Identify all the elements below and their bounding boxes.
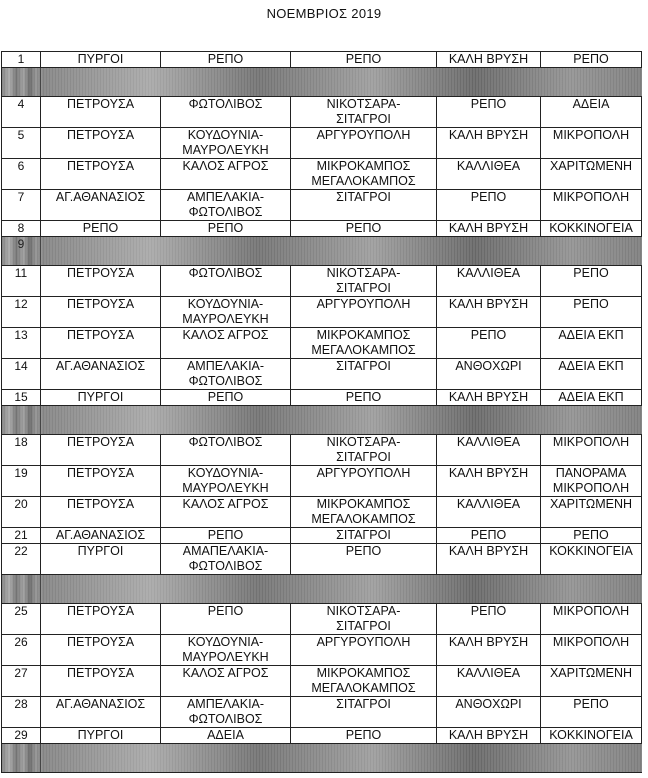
location-cell: ΣΙΤΑΓΡΟΙ — [291, 697, 437, 728]
location-cell: ΑΡΓΥΡΟΥΠΟΛΗ — [291, 635, 437, 666]
location-cell: ΧΑΡΙΤΩΜΕΝΗ — [541, 666, 642, 697]
shaded-separator-row — [2, 575, 642, 604]
location-cell: ΡΕΠΟ — [437, 97, 541, 128]
location-cell: ΚΑΛΗ ΒΡΥΣΗ — [437, 297, 541, 328]
location-cell: ΑΓ.ΑΘΑΝΑΣΙΟΣ — [41, 359, 161, 390]
location-cell: ΚΟΥΔΟΥΝΙΑ- ΜΑΥΡΟΛΕΥΚΗ — [161, 297, 291, 328]
table-row — [2, 128, 642, 159]
location-cell: ΝΙΚΟΤΣΑΡΑ- ΣΙΤΑΓΡΟΙ — [291, 97, 437, 128]
table-row — [2, 190, 642, 221]
location-cell: ΜΙΚΡΟΚΑΜΠΟΣ ΜΕΓΑΛΟΚΑΜΠΟΣ — [291, 159, 437, 190]
location-cell: ΚΑΛΛΙΘΕΑ — [437, 159, 541, 190]
location-cell: ΚΑΛΗ ΒΡΥΣΗ — [437, 128, 541, 159]
table-row — [2, 544, 642, 575]
location-cell: ΚΟΚΚΙΝΟΓΕΙΑ — [541, 221, 642, 237]
day-cell: 21 — [2, 528, 41, 544]
schedule-body — [2, 52, 642, 773]
day-cell: 9 — [2, 237, 41, 266]
location-cell: ΚΑΛΟΣ ΑΓΡΟΣ — [161, 497, 291, 528]
location-cell: ΡΕΠΟ — [541, 697, 642, 728]
table-row — [2, 328, 642, 359]
location-cell: ΠΕΤΡΟΥΣΑ — [41, 297, 161, 328]
location-cell: ΠΕΤΡΟΥΣΑ — [41, 266, 161, 297]
location-cell: ΦΩΤΟΛΙΒΟΣ — [161, 266, 291, 297]
day-cell — [2, 68, 41, 97]
shaded-separator-row — [2, 406, 642, 435]
location-cell: ΝΙΚΟΤΣΑΡΑ- ΣΙΤΑΓΡΟΙ — [291, 604, 437, 635]
location-cell: ΡΕΠΟ — [541, 297, 642, 328]
location-cell: ΦΩΤΟΛΙΒΟΣ — [161, 97, 291, 128]
location-cell: ΡΕΠΟ — [541, 528, 642, 544]
location-cell: ΠΑΝΟΡΑΜΑ ΜΙΚΡΟΠΟΛΗ — [541, 466, 642, 497]
location-cell: ΑΝΘΟΧΩΡΙ — [437, 697, 541, 728]
day-cell: 28 — [2, 697, 41, 728]
location-cell: ΚΑΛΟΣ ΑΓΡΟΣ — [161, 328, 291, 359]
table-row — [2, 435, 642, 466]
location-cell: ΑΡΓΥΡΟΥΠΟΛΗ — [291, 128, 437, 159]
shaded-separator-row — [2, 237, 642, 266]
location-cell: ΡΕΠΟ — [291, 728, 437, 744]
location-cell: ΚΑΛΗ ΒΡΥΣΗ — [437, 466, 541, 497]
location-cell: ΚΑΛΛΙΘΕΑ — [437, 666, 541, 697]
table-row — [2, 528, 642, 544]
table-row — [2, 159, 642, 190]
location-cell: ΧΑΡΙΤΩΜΕΝΗ — [541, 497, 642, 528]
day-cell: 6 — [2, 159, 41, 190]
location-cell: ΠΥΡΓΟΙ — [41, 544, 161, 575]
location-cell: ΚΑΛΛΙΘΕΑ — [437, 435, 541, 466]
location-cell: ΚΑΛΗ ΒΡΥΣΗ — [437, 221, 541, 237]
day-cell: 7 — [2, 190, 41, 221]
shaded-fill — [41, 406, 642, 435]
location-cell: ΡΕΠΟ — [541, 266, 642, 297]
location-cell: ΑΔΕΙΑ — [161, 728, 291, 744]
location-cell: ΠΕΤΡΟΥΣΑ — [41, 435, 161, 466]
location-cell: ΠΕΤΡΟΥΣΑ — [41, 497, 161, 528]
day-cell: 5 — [2, 128, 41, 159]
day-cell: 11 — [2, 266, 41, 297]
location-cell: ΚΟΥΔΟΥΝΙΑ- ΜΑΥΡΟΛΕΥΚΗ — [161, 466, 291, 497]
table-row — [2, 604, 642, 635]
day-cell — [2, 575, 41, 604]
location-cell: ΠΕΤΡΟΥΣΑ — [41, 635, 161, 666]
table-row — [2, 635, 642, 666]
location-cell: ΑΡΓΥΡΟΥΠΟΛΗ — [291, 466, 437, 497]
location-cell: ΡΕΠΟ — [437, 604, 541, 635]
location-cell: ΦΩΤΟΛΙΒΟΣ — [161, 435, 291, 466]
table-row — [2, 666, 642, 697]
location-cell: ΣΙΤΑΓΡΟΙ — [291, 359, 437, 390]
location-cell: ΠΕΤΡΟΥΣΑ — [41, 159, 161, 190]
location-cell: ΜΙΚΡΟΠΟΛΗ — [541, 435, 642, 466]
shaded-fill — [41, 237, 642, 266]
day-cell: 29 — [2, 728, 41, 744]
location-cell: ΜΙΚΡΟΠΟΛΗ — [541, 604, 642, 635]
location-cell: ΚΟΥΔΟΥΝΙΑ- ΜΑΥΡΟΛΕΥΚΗ — [161, 128, 291, 159]
location-cell: ΣΙΤΑΓΡΟΙ — [291, 528, 437, 544]
location-cell: ΜΙΚΡΟΚΑΜΠΟΣ ΜΕΓΑΛΟΚΑΜΠΟΣ — [291, 666, 437, 697]
location-cell: ΡΕΠΟ — [437, 190, 541, 221]
table-row — [2, 221, 642, 237]
location-cell: ΜΙΚΡΟΠΟΛΗ — [541, 128, 642, 159]
location-cell: ΠΕΤΡΟΥΣΑ — [41, 666, 161, 697]
location-cell: ΝΙΚΟΤΣΑΡΑ- ΣΙΤΑΓΡΟΙ — [291, 435, 437, 466]
location-cell: ΑΔΕΙΑ ΕΚΠ — [541, 390, 642, 406]
location-cell: ΑΔΕΙΑ — [541, 97, 642, 128]
location-cell: ΡΕΠΟ — [291, 221, 437, 237]
location-cell: ΑΜΠΕΛΑΚΙΑ- ΦΩΤΟΛΙΒΟΣ — [161, 697, 291, 728]
table-row — [2, 359, 642, 390]
day-cell: 13 — [2, 328, 41, 359]
page-title: ΝΟΕΜΒΡΙΟΣ 2019 — [266, 6, 382, 21]
location-cell: ΠΥΡΓΟΙ — [41, 52, 161, 68]
location-cell: ΡΕΠΟ — [161, 390, 291, 406]
location-cell: ΚΟΚΚΙΝΟΓΕΙΑ — [541, 544, 642, 575]
location-cell: ΑΔΕΙΑ ΕΚΠ — [541, 328, 642, 359]
schedule-table — [1, 51, 642, 773]
location-cell: ΑΜΠΕΛΑΚΙΑ- ΦΩΤΟΛΙΒΟΣ — [161, 190, 291, 221]
location-cell: ΑΡΓΥΡΟΥΠΟΛΗ — [291, 297, 437, 328]
location-cell: ΠΥΡΓΟΙ — [41, 728, 161, 744]
table-row — [2, 497, 642, 528]
day-cell: 4 — [2, 97, 41, 128]
day-cell: 19 — [2, 466, 41, 497]
table-row — [2, 297, 642, 328]
day-cell: 26 — [2, 635, 41, 666]
day-cell: 18 — [2, 435, 41, 466]
location-cell: ΣΙΤΑΓΡΟΙ — [291, 190, 437, 221]
location-cell: ΚΑΛΟΣ ΑΓΡΟΣ — [161, 666, 291, 697]
location-cell: ΑΔΕΙΑ ΕΚΠ — [541, 359, 642, 390]
location-cell: ΠΕΤΡΟΥΣΑ — [41, 128, 161, 159]
location-cell: ΡΕΠΟ — [161, 52, 291, 68]
location-cell: ΚΑΛΗ ΒΡΥΣΗ — [437, 390, 541, 406]
location-cell: ΜΙΚΡΟΚΑΜΠΟΣ ΜΕΓΑΛΟΚΑΜΠΟΣ — [291, 328, 437, 359]
location-cell: ΚΑΛΟΣ ΑΓΡΟΣ — [161, 159, 291, 190]
day-cell: 25 — [2, 604, 41, 635]
location-cell: ΚΑΛΛΙΘΕΑ — [437, 266, 541, 297]
table-row — [2, 52, 642, 68]
table-row — [2, 97, 642, 128]
day-cell: 27 — [2, 666, 41, 697]
location-cell: ΡΕΠΟ — [291, 52, 437, 68]
location-cell: ΜΙΚΡΟΠΟΛΗ — [541, 190, 642, 221]
table-row — [2, 466, 642, 497]
location-cell: ΑΜΠΕΛΑΚΙΑ- ΦΩΤΟΛΙΒΟΣ — [161, 359, 291, 390]
location-cell: ΡΕΠΟ — [161, 528, 291, 544]
shaded-separator-row — [2, 68, 642, 97]
location-cell: ΚΑΛΗ ΒΡΥΣΗ — [437, 728, 541, 744]
location-cell: ΚΟΚΚΙΝΟΓΕΙΑ — [541, 728, 642, 744]
location-cell: ΠΕΤΡΟΥΣΑ — [41, 604, 161, 635]
table-row — [2, 266, 642, 297]
location-cell: ΡΕΠΟ — [291, 544, 437, 575]
table-row — [2, 697, 642, 728]
location-cell: ΡΕΠΟ — [291, 390, 437, 406]
location-cell: ΚΑΛΛΙΘΕΑ — [437, 497, 541, 528]
location-cell: ΜΙΚΡΟΚΑΜΠΟΣ ΜΕΓΑΛΟΚΑΜΠΟΣ — [291, 497, 437, 528]
location-cell: ΠΕΤΡΟΥΣΑ — [41, 466, 161, 497]
location-cell: ΡΕΠΟ — [161, 221, 291, 237]
day-cell — [2, 744, 41, 773]
table-row — [2, 728, 642, 744]
location-cell: ΑΜΑΠΕΛΑΚΙΑ- ΦΩΤΟΛΙΒΟΣ — [161, 544, 291, 575]
shaded-fill — [41, 575, 642, 604]
location-cell: ΚΑΛΗ ΒΡΥΣΗ — [437, 52, 541, 68]
location-cell: ΡΕΠΟ — [437, 328, 541, 359]
shaded-fill — [41, 68, 642, 97]
location-cell: ΧΑΡΙΤΩΜΕΝΗ — [541, 159, 642, 190]
location-cell: ΚΟΥΔΟΥΝΙΑ- ΜΑΥΡΟΛΕΥΚΗ — [161, 635, 291, 666]
location-cell: ΠΥΡΓΟΙ — [41, 390, 161, 406]
location-cell: ΠΕΤΡΟΥΣΑ — [41, 97, 161, 128]
location-cell: ΚΑΛΗ ΒΡΥΣΗ — [437, 544, 541, 575]
location-cell: ΑΓ.ΑΘΑΝΑΣΙΟΣ — [41, 190, 161, 221]
day-cell: 15 — [2, 390, 41, 406]
day-cell: 22 — [2, 544, 41, 575]
shaded-fill — [41, 744, 642, 773]
shaded-separator-row — [2, 744, 642, 773]
day-cell: 8 — [2, 221, 41, 237]
day-cell: 12 — [2, 297, 41, 328]
location-cell: ΡΕΠΟ — [437, 528, 541, 544]
day-cell: 1 — [2, 52, 41, 68]
location-cell: ΡΕΠΟ — [161, 604, 291, 635]
day-cell: 20 — [2, 497, 41, 528]
location-cell: ΜΙΚΡΟΠΟΛΗ — [541, 635, 642, 666]
location-cell: ΑΓ.ΑΘΑΝΑΣΙΟΣ — [41, 528, 161, 544]
location-cell: ΑΝΘΟΧΩΡΙ — [437, 359, 541, 390]
table-row — [2, 390, 642, 406]
day-cell: 14 — [2, 359, 41, 390]
day-cell — [2, 406, 41, 435]
location-cell: ΡΕΠΟ — [541, 52, 642, 68]
location-cell: ΝΙΚΟΤΣΑΡΑ- ΣΙΤΑΓΡΟΙ — [291, 266, 437, 297]
location-cell: ΠΕΤΡΟΥΣΑ — [41, 328, 161, 359]
location-cell: ΚΑΛΗ ΒΡΥΣΗ — [437, 635, 541, 666]
location-cell: ΡΕΠΟ — [41, 221, 161, 237]
location-cell: ΑΓ.ΑΘΑΝΑΣΙΟΣ — [41, 697, 161, 728]
